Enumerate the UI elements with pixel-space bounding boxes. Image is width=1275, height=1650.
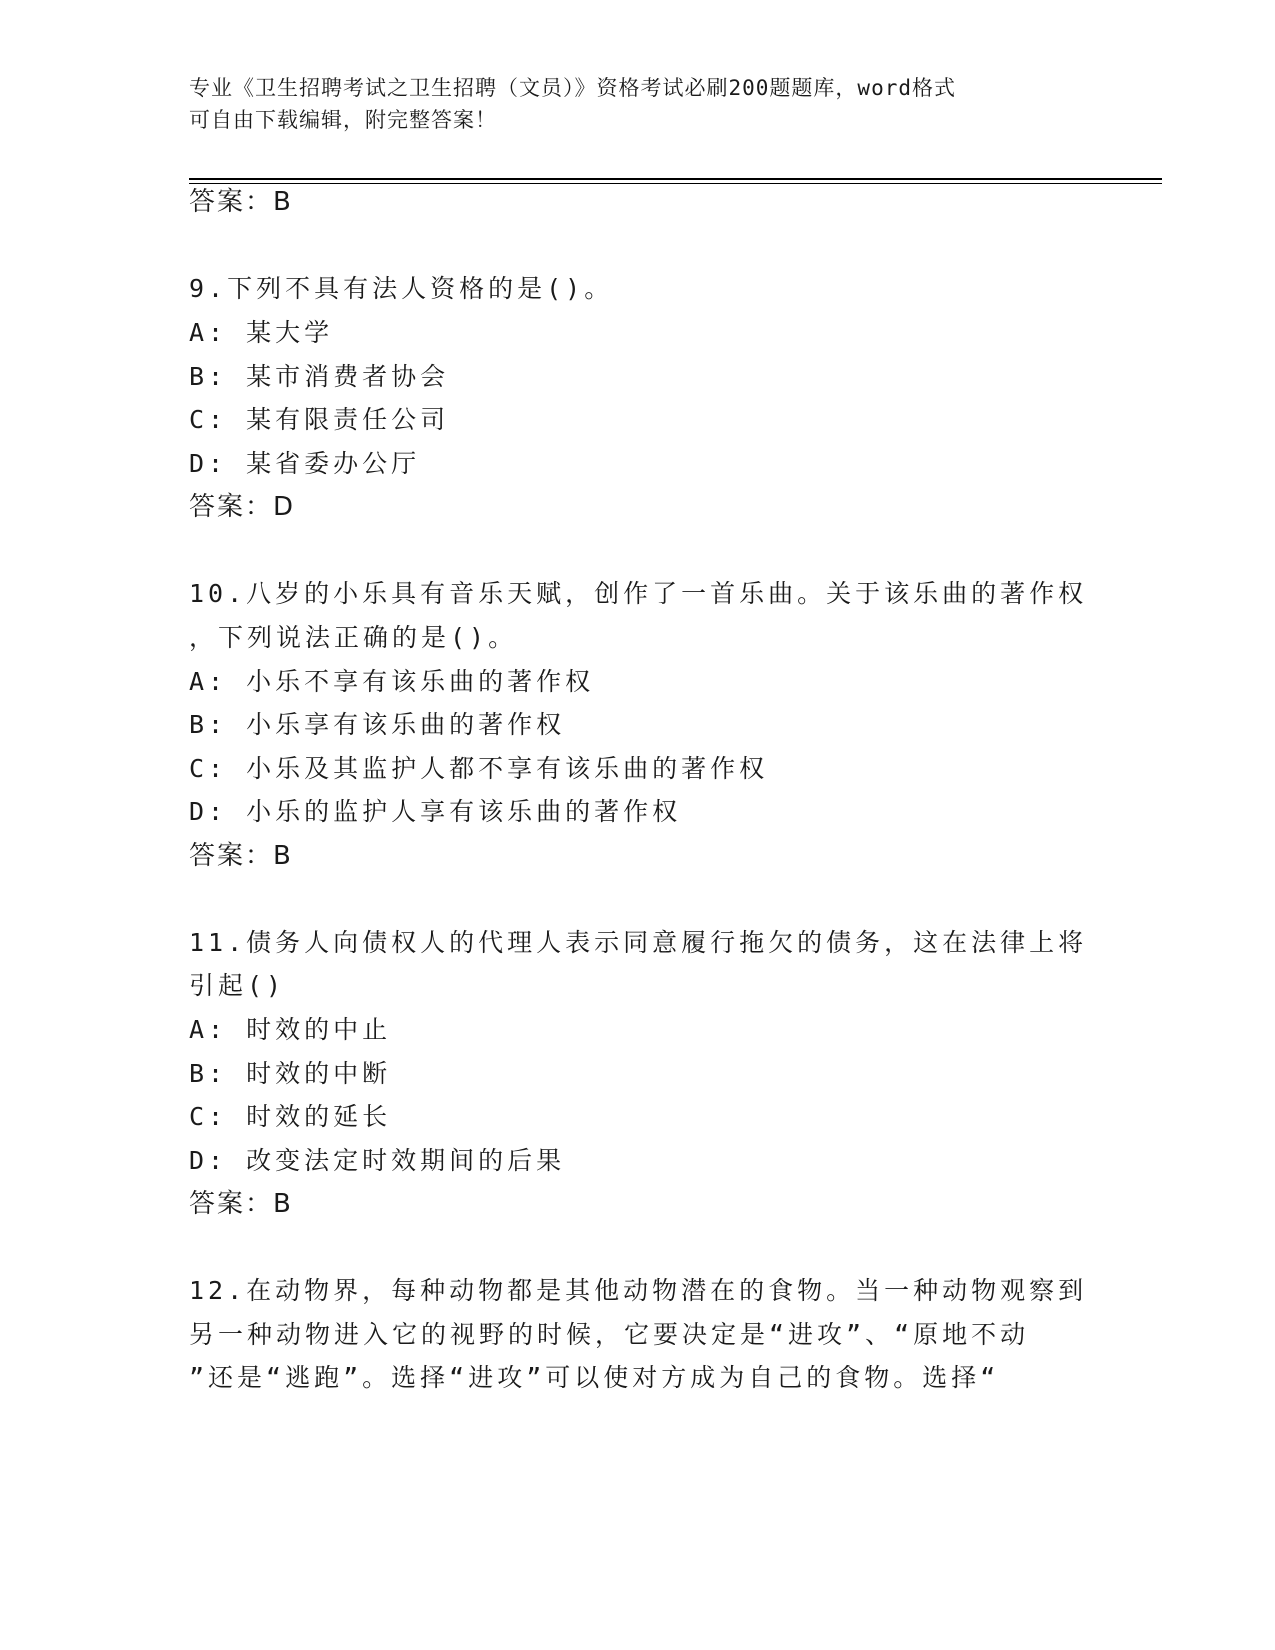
header-line-1: 专业《卫生招聘考试之卫生招聘（文员）》资格考试必刷200题题库，word格式 (189, 76, 956, 100)
answer-q10: 答案：B (189, 841, 293, 871)
document-header (189, 72, 1089, 136)
question-12-stem-line-3: ”还是“逃跑”。选择“进攻”可以使对方成为自己的食物。选择“ (189, 1363, 1000, 1392)
header-divider-thick (189, 178, 1162, 180)
question-9-option-d: D: 某省委办公厅 (189, 449, 421, 478)
question-9-stem: 9.下列不具有法人资格的是()。 (189, 274, 614, 303)
question-10-option-a: A: 小乐不享有该乐曲的著作权 (189, 667, 595, 696)
question-10-option-d: D: 小乐的监护人享有该乐曲的著作权 (189, 797, 682, 826)
question-9-option-a: A: 某大学 (189, 318, 334, 347)
header-line-2: 可自由下载编辑，附完整答案！ (189, 108, 497, 132)
question-9-option-c: C: 某有限责任公司 (189, 405, 450, 434)
answer-q9: 答案：D (189, 492, 296, 522)
question-11-stem-line-1: 11.债务人向债权人的代理人表示同意履行拖欠的债务，这在法律上将 (189, 928, 1088, 957)
header-divider-thin (189, 183, 1162, 184)
question-10-option-b: B: 小乐享有该乐曲的著作权 (189, 710, 566, 739)
question-11-option-a: A: 时效的中止 (189, 1015, 392, 1044)
question-9-option-b: B: 某市消费者协会 (189, 362, 450, 391)
question-10-stem-line-2: ，下列说法正确的是()。 (189, 623, 518, 652)
question-11-option-d: D: 改变法定时效期间的后果 (189, 1146, 566, 1175)
question-11-option-b: B: 时效的中断 (189, 1059, 392, 1088)
question-11-stem-line-2: 引起() (189, 971, 286, 1000)
question-11-option-c: C: 时效的延长 (189, 1102, 392, 1131)
question-10-stem-line-1: 10.八岁的小乐具有音乐天赋，创作了一首乐曲。关于该乐曲的著作权 (189, 579, 1088, 608)
question-10-option-c: C: 小乐及其监护人都不享有该乐曲的著作权 (189, 754, 769, 783)
answer-q11: 答案：B (189, 1189, 293, 1219)
answer-q8: 答案：B (189, 187, 293, 217)
question-12-stem-line-2: 另一种动物进入它的视野的时候，它要决定是“进攻”、“原地不动 (189, 1320, 1030, 1349)
question-12-stem-line-1: 12.在动物界，每种动物都是其他动物潜在的食物。当一种动物观察到 (189, 1276, 1088, 1305)
